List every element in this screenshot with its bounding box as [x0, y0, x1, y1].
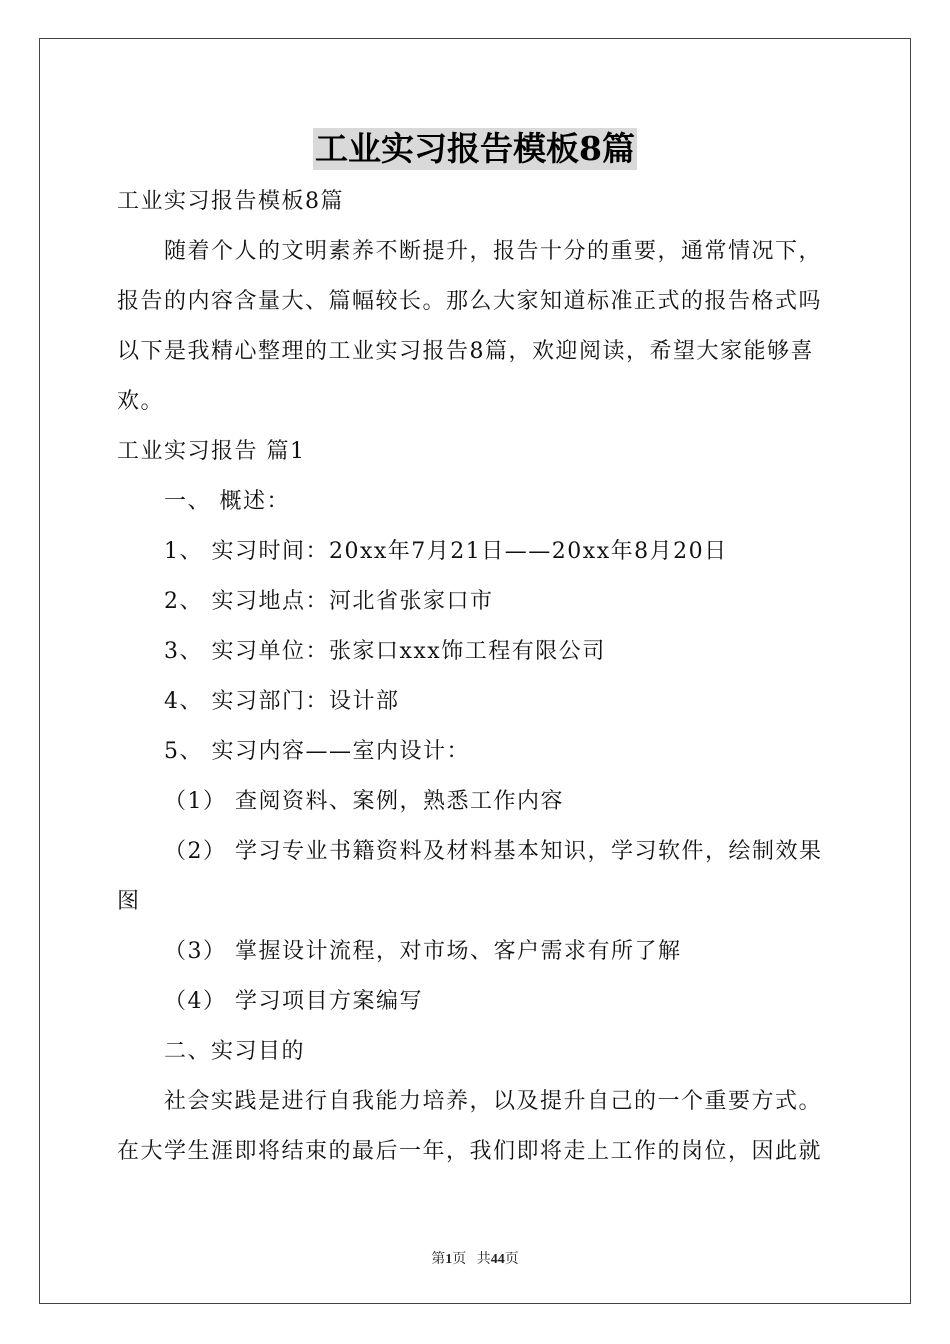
body-line: 以下是我精心整理的工业实习报告8篇，欢迎阅读，希望大家能够喜	[117, 339, 814, 364]
body-line: 图	[117, 889, 141, 914]
footer-total-prefix: 共	[476, 1252, 491, 1267]
body-line: 随着个人的文明素养不断提升，报告十分的重要，通常情况下，	[164, 239, 823, 264]
body-line: 3、 实习单位：张家口xxx饰工程有限公司	[164, 639, 606, 664]
body-line: （3） 掌握设计流程，对市场、客户需求有所了解	[164, 939, 682, 964]
document-title: 工业实习报告模板8篇	[315, 129, 635, 168]
body-line: 欢。	[117, 389, 165, 414]
document-body	[117, 177, 835, 1177]
body-line: 在大学生涯即将结束的最后一年，我们即将走上工作的岗位，因此就	[117, 1139, 823, 1164]
body-line: （2） 学习专业书籍资料及材料基本知识，学习软件，绘制效果	[164, 839, 823, 864]
footer-total-suffix: 页	[504, 1252, 519, 1267]
body-line: （1） 查阅资料、案例，熟悉工作内容	[164, 789, 564, 814]
body-line: 1、 实习时间：20xx年7月21日——20xx年8月20日	[164, 539, 728, 564]
body-line: 二、实习目的	[164, 1039, 306, 1064]
footer-page-prefix: 第	[431, 1252, 446, 1267]
body-line: 社会实践是进行自我能力培养，以及提升自己的一个重要方式。	[164, 1089, 823, 1114]
body-line: 工业实习报告 篇1	[117, 439, 306, 464]
body-line: 4、 实习部门：设计部	[164, 689, 400, 714]
footer-page-number: 1	[445, 1252, 453, 1267]
body-line: 5、 实习内容——室内设计：	[164, 739, 470, 764]
body-line: （4） 学习项目方案编写	[164, 989, 423, 1014]
body-line: 报告的内容含量大、篇幅较长。那么大家知道标准正式的报告格式吗	[117, 289, 823, 314]
footer-page-suffix: 页	[452, 1252, 467, 1267]
footer-total-pages: 44	[490, 1252, 505, 1267]
body-line: 一、 概述：	[164, 489, 290, 514]
page-footer	[0, 1248, 950, 1268]
body-line: 工业实习报告模板8篇	[117, 189, 344, 214]
title-container	[0, 128, 950, 170]
body-line: 2、 实习地点：河北省张家口市	[164, 589, 494, 614]
